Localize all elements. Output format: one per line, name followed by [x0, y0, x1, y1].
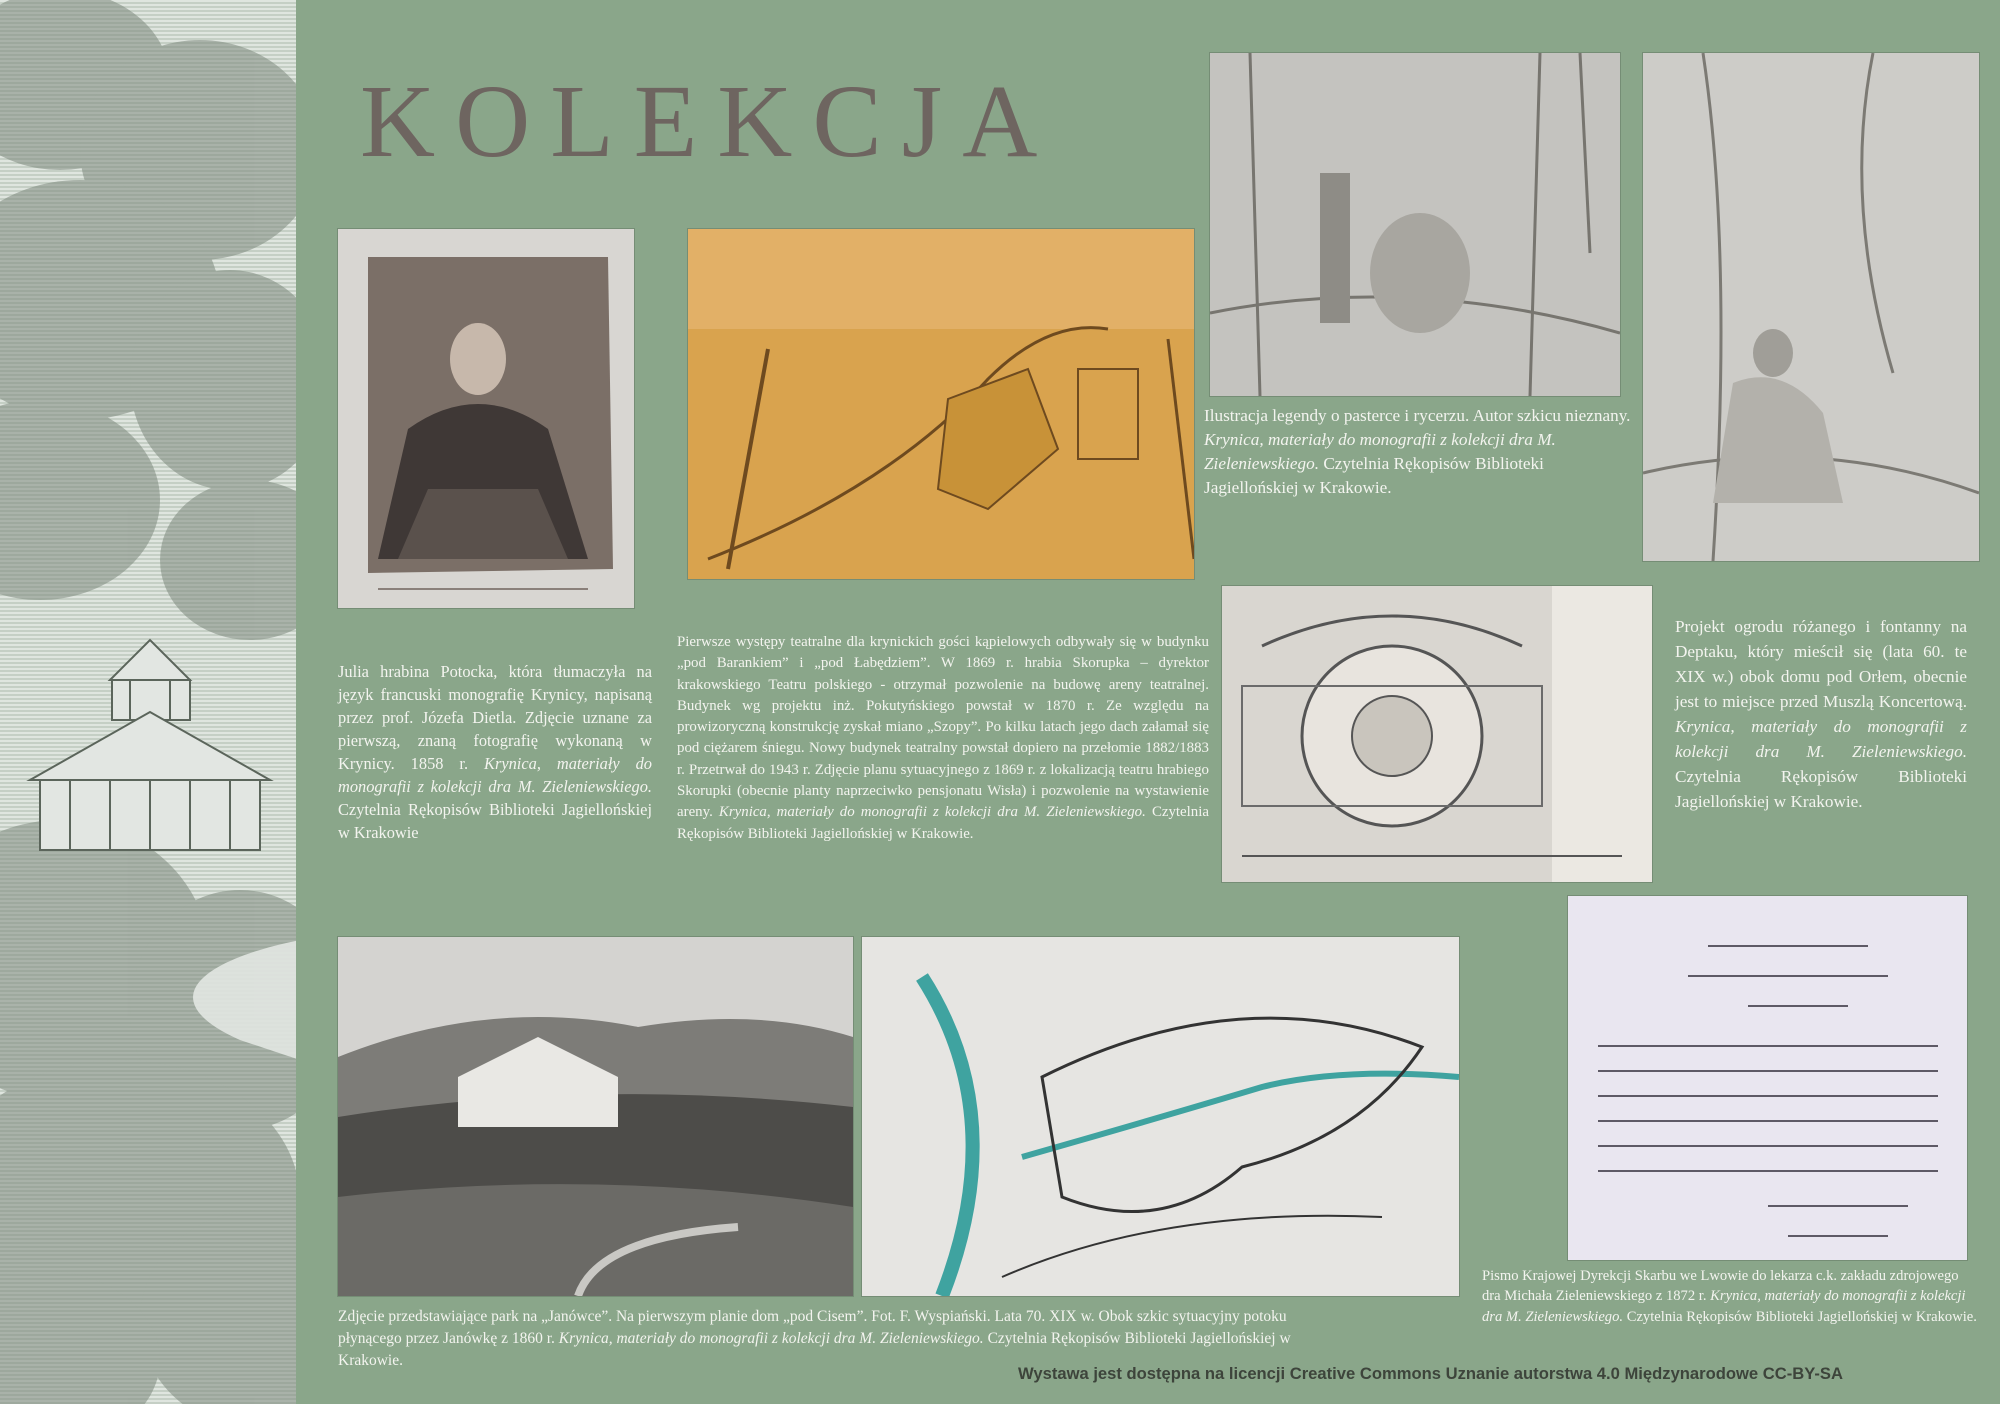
caption-treasury-letter: Pismo Krajowej Dyrekcji Skarbu we Lwowie do lekarza c.k. zakładu zdrojowego dra Michała Zieleniewskiego z 1872 r. Krynica, materiały do monografii z kolekcji dra M. Zieleniewskiego. Czytelnia Rękopisów Biblioteki Jagiellońskiej w Krakowie.: [1482, 1268, 1977, 1325]
photo-janowce-park-house: [338, 937, 853, 1296]
photo-letter-treasury-directorate: [1568, 896, 1967, 1260]
photo-rose-garden-fountain-plan: [1222, 586, 1652, 882]
photo-janowka-stream-sketch: [862, 937, 1459, 1296]
photo-sketch-sitting-woman: [1643, 53, 1979, 561]
caption-rose-garden-project: Projekt ogrodu różanego i fontanny na Deptaku, który mieścił się (lata 60. te XIX w.) obok domu pod Orłem, obecnie jest to miejsce przed Muszlą Koncertową. Krynica, materiały do monografii z kolekcji dra M. Zieleniewskiego. Czytelnia Rękopisów Biblioteki Jagiellońskiej w Krakowie.: [1675, 617, 1967, 811]
side-engraving-park-pavilion: [0, 0, 296, 1404]
caption-janowce-park: Zdjęcie przedstawiające park na „Janówce”. Na pierwszym planie dom „pod Cisem”. Fot. F. Wyspiański. Lata 70. XIX w. Obok szkic sytuacyjny potoku płynącego przez Janówkę z 1860 r. Krynica, materiały do monografii z kolekcji dra M. Zieleniewskiego. Czytelnia Rękopisów Biblioteki Jagiellońskiej w Krakowie.: [338, 1308, 1291, 1369]
caption-theatre-history: Pierwsze występy teatralne dla krynickich gości kąpielowych odbywały się w budynku „pod Barankiem” i „pod Łabędziem”. W 1869 r. hrabia Skorupka – dyrektor krakowskiego Teatru polskiego - otrzymał pozwolenie na budowę areny teatralnej. Budynek wg projektu inż. Pokutyńskiego powstał w 1870 r. Ze względu na prowizoryczną konstrukcję zyskał miano „Szopy”. Po kilku latach jego dach załamał się pod ciężarem śniegu. Nowy budynek teatralny powstał dopiero na przełomie 1882/1883 r. Przetrwał do 1943 r. Zdjęcie planu sytuacyjnego z 1869 r. z lokalizacją teatru hrabiego Skorupki (obecnie planty naprzeciwko pensjonatu Wisła) i pozwolenie na wystawienie areny. Krynica, materiały do monografii z kolekcji dra M. Zieleniewskiego. Czytelnia Rękopisów Biblioteki Jagiellońskiej w Krakowie.: [677, 634, 1209, 842]
photo-legend-sketch-shepherdess-knight: [1210, 53, 1620, 396]
photo-julia-potocka-portrait: [338, 229, 634, 608]
photo-theatre-situation-plan: [688, 229, 1194, 579]
page-title: KOLEKCJA: [360, 64, 1058, 179]
license-notice: Wystawa jest dostępna na licencji Creative Commons Uznanie autorstwa 4.0 Międzynarodowe CC-BY-SA: [1018, 1364, 1843, 1383]
caption-legend-illustration: Ilustracja legendy o pasterce i rycerzu. Autor szkicu nieznany. Krynica, materiały do monografii z kolekcji dra M. Zieleniewskiego. Czytelnia Rękopisów Biblioteki Jagiellońskiej w Krakowie.: [1204, 406, 1631, 497]
caption-julia-potocka: Julia hrabina Potocka, która tłumaczyła na język francuski monografię Krynicy, napisaną przez prof. Józefa Dietla. Zdjęcie uznane za pierwszą, znaną fotografię wykonaną w Krynicy. 1858 r. Krynica, materiały do monografii z kolekcji dra M. Zieleniewskiego. Czytelnia Rękopisów Biblioteki Jagiellońskiej w Krakowie: [338, 662, 653, 842]
